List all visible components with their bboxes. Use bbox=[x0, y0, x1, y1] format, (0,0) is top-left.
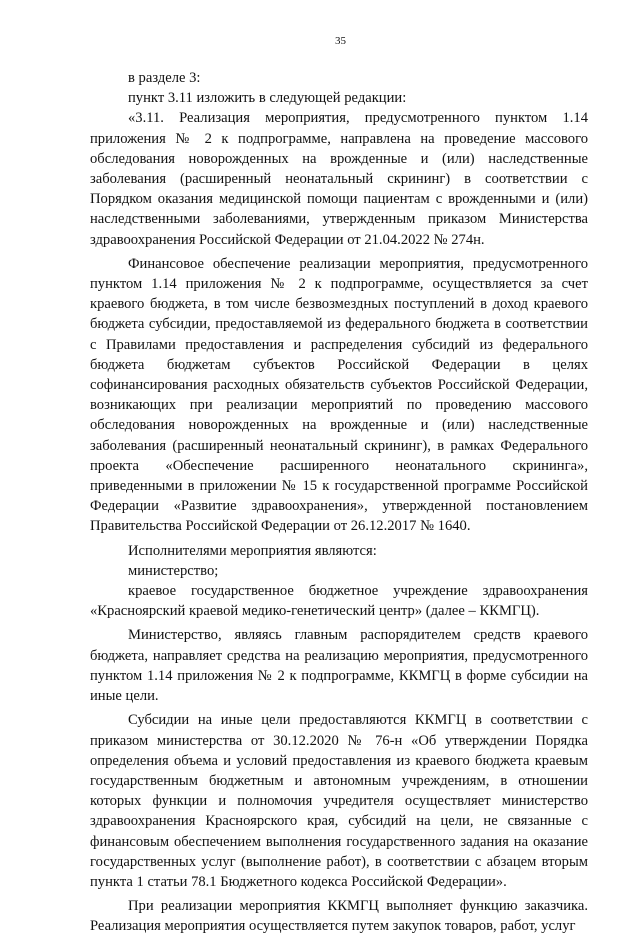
paragraph-ministry-funding: Министерство, являясь главным распорядителем средств краевого бюджета, направляет средства на реализацию мероприятия, предусмотренного пунктом 1.14 приложения № 2 к подпрограмме, ККМГЦ в форме субсидии на иные цели. bbox=[90, 627, 588, 705]
paragraph-amendment-intro: пункт 3.11 изложить в следующей редакции: bbox=[128, 90, 407, 107]
paragraph-procurement: При реализации мероприятия ККМГЦ выполняет функцию заказчика. Реализация мероприятия осуществляется путем закупок товаров, работ, услуг bbox=[90, 898, 588, 935]
paragraph-subsidies: Субсидии на иные цели предоставляются ККМГЦ в соответствии с приказом министерства от 30.12.2020 № 76-н «Об утверждении Порядка определения объема и условий предоставления из краевого бюджета краевым государственным бюджетным и автономным учреждениям, в отношении которых функции и полномочия учредителя осуществляет министерство здравоохранения Красноярского края, субсидий на цели, не связанные с финансовым обеспечением выполнения государственного задания на оказание государственных услуг (выполнение работ), в соответствии с абзацем вторым пункта 1 статьи 78.1 Бюджетного кодекса Российской Федерации». bbox=[90, 712, 588, 890]
page-number: 35 bbox=[335, 35, 346, 47]
paragraph-executor-ministry: министерство; bbox=[128, 562, 219, 579]
paragraph-executor-kkmgc: краевое государственное бюджетное учреждение здравоохранения «Красноярский краевой медико-генетический центр» (далее – ККМГЦ). bbox=[90, 583, 588, 620]
paragraph-executors-heading: Исполнителями мероприятия являются: bbox=[128, 542, 377, 559]
document-body bbox=[90, 68, 588, 937]
paragraph-section-ref: в разделе 3: bbox=[128, 70, 201, 86]
paragraph-financing: Финансовое обеспечение реализации мероприятия, предусмотренного пунктом 1.14 приложения № 2 к подпрограмме, осуществляется за счет краевого бюджета, в том числе безвозмездных поступлений в доход краевого бюджета субсидии, предоставляемой из федерального бюджета в соответствии с Правилами предоставления и распределения субсидий из федерального бюджета бюджетам субъектов Российской Федерации в целях софинансирования расходных обязательств субъектов Российской Федерации, возникающих при реализации мероприятий по проведению массового обследования новорожденных на врожденные и (или) наследственные заболевания (расширенный неонатальный скрининг), в рамках Федерального проекта «Обеспечение расширенного неонатального скрининга», приведенными в приложении № 15 к государственной программе Российской Федерации «Развитие здравоохранения», утвержденной постановлением Правительства Российской Федерации от 26.12.2017 № 1640. bbox=[90, 255, 588, 535]
paragraph-3-11: «3.11. Реализация мероприятия, предусмотренного пунктом 1.14 приложения № 2 к подпрограмме, направлена на проведение массового обследования новорожденных на врожденные и (или) наследственные заболевания (расширенный неонатальный скрининг) в соответствии с Порядком оказания медицинской помощи пациентам с врожденными и (или) наследственными заболеваниями, утвержденным приказом Министерства здравоохранения Российской Федерации от 21.04.2022 № 274н. bbox=[90, 110, 588, 248]
